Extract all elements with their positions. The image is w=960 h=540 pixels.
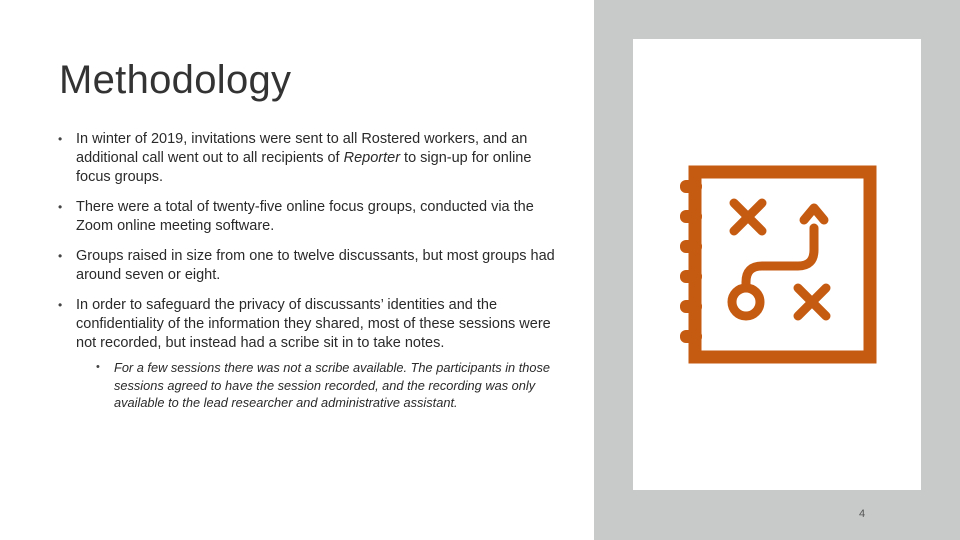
- sub-bullet-item: • For a few sessions there was not a scribe available. The participants in those sessions agreed to have the session recorded, and the recording was only available to the lead researcher and administrative assistant.: [96, 359, 558, 412]
- bullet-list: [58, 130, 558, 423]
- bullet-text: Groups raised in size from one to twelve discussants, but most groups had around seven or eight.: [76, 248, 555, 283]
- bullet-text: In order to safeguard the privacy of discussants’ identities and the confidentiality of the information they shared, most of these sessions were not recorded, but instead had a scribe sit in to take notes.: [76, 297, 551, 351]
- slide-title: Methodology: [59, 58, 292, 102]
- bullet-item: [58, 247, 558, 285]
- bullet-text: There were a total of twenty-five online focus groups, conducted via the Zoom online meeting software.: [76, 199, 534, 234]
- strategy-notebook-icon: [676, 158, 884, 370]
- bullet-item: [58, 198, 558, 236]
- bullet-text: In winter of 2019, invitations were sent to all Rostered workers, and an additional call went out to all recipients of: [76, 131, 528, 166]
- page-number: 4: [859, 508, 866, 520]
- bullet-item: [58, 130, 558, 187]
- bullet-text: to sign-up for online focus groups.: [76, 150, 532, 185]
- bullet-italic-text: Reporter: [343, 150, 401, 166]
- bullet-item: [58, 296, 558, 412]
- sub-bullet-list: [76, 359, 558, 412]
